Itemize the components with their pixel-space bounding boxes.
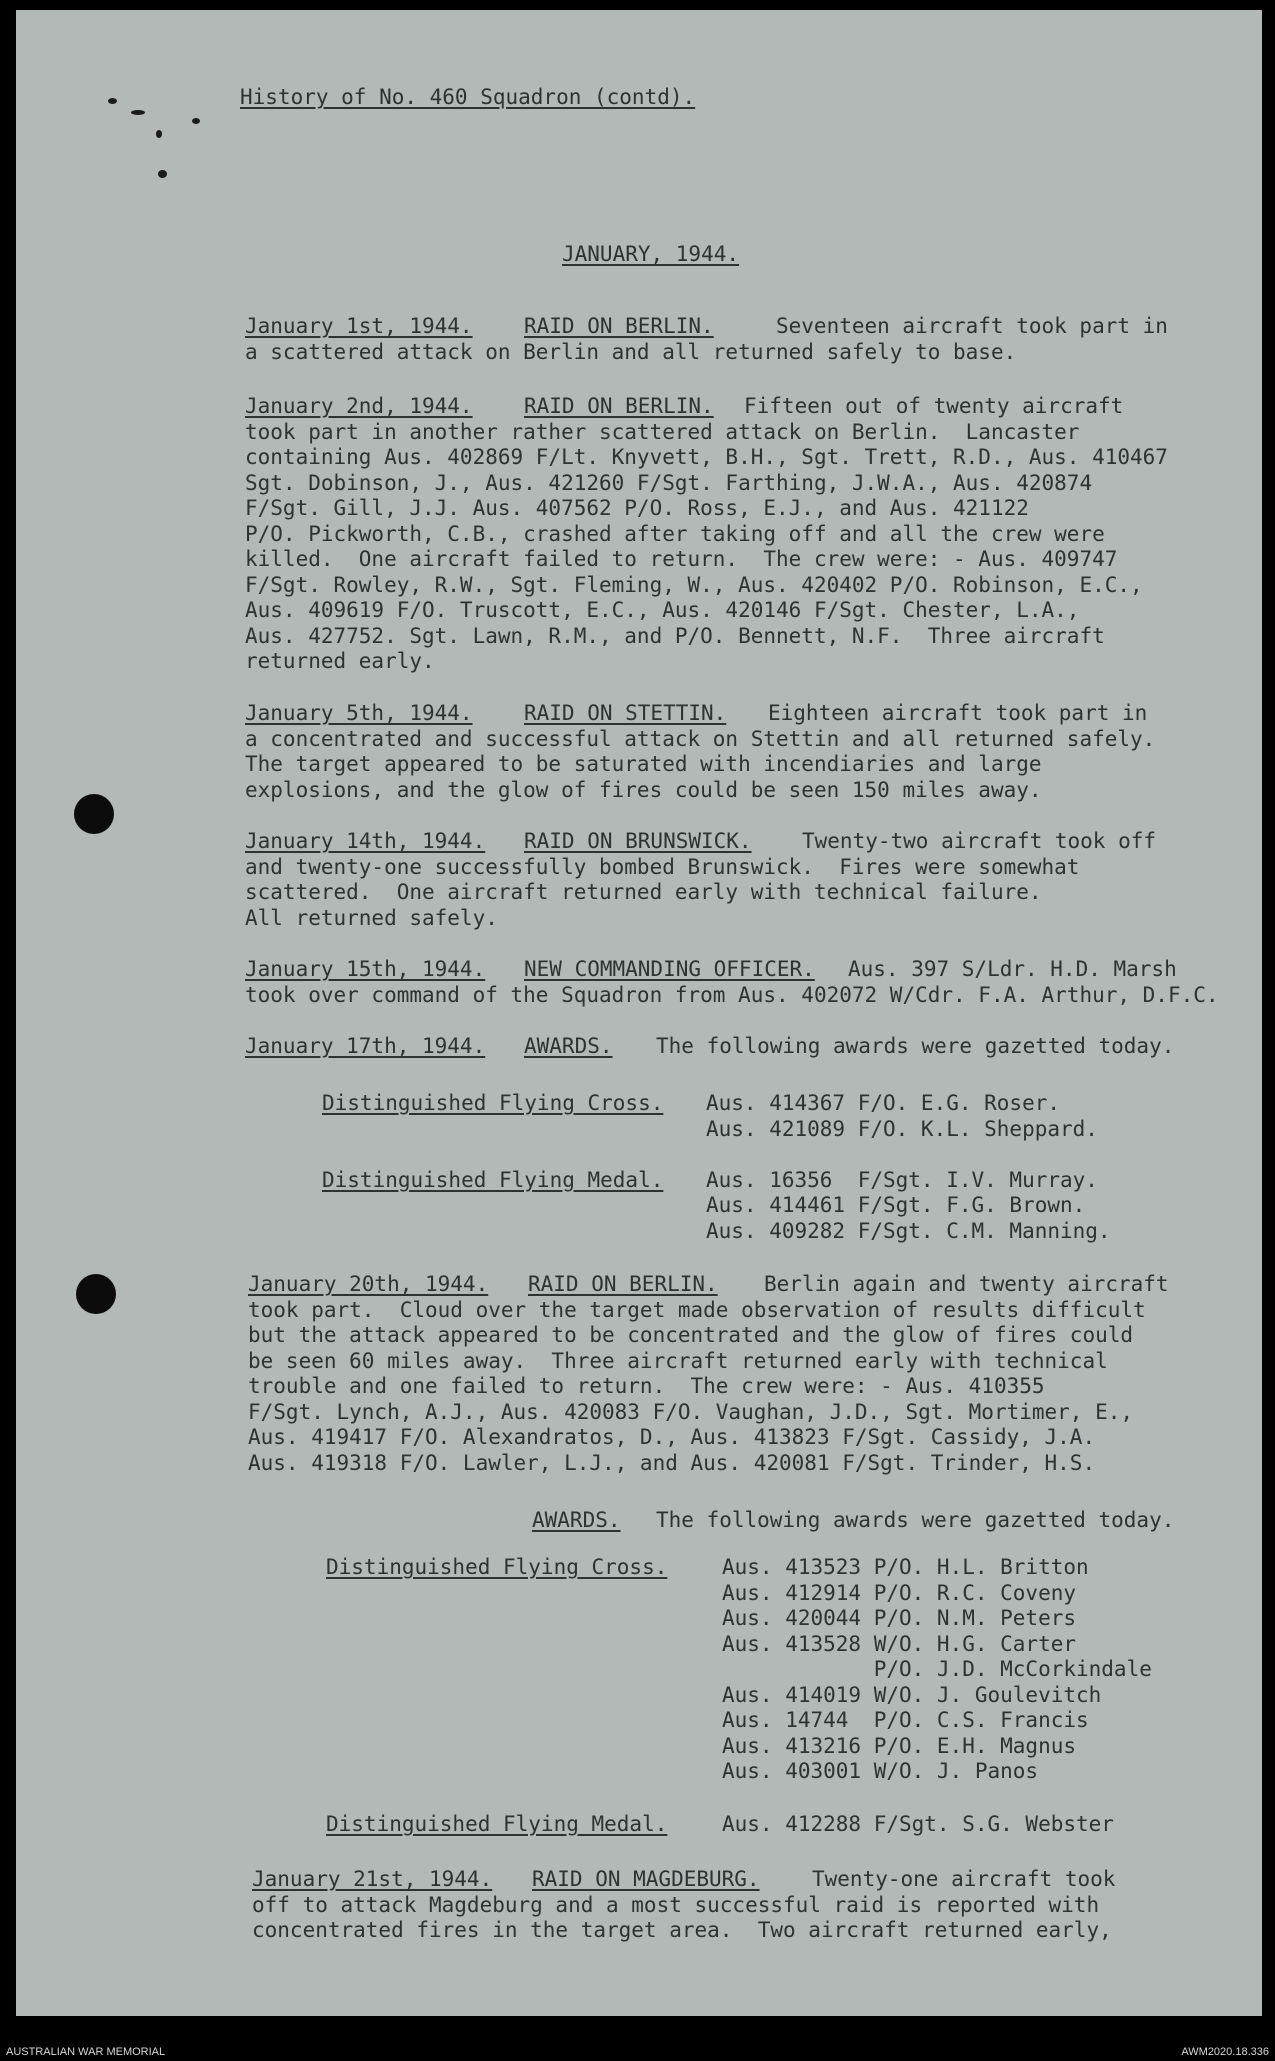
entry-text: killed. One aircraft failed to return. The crew were: - Aus. 409747 xyxy=(245,547,1118,571)
award-recipient: P/O. J.D. McCorkindale xyxy=(722,1657,1152,1681)
entry-date: January 20th, 1944. xyxy=(248,1272,489,1296)
entry-text: Aus. 409619 F/O. Truscott, E.C., Aus. 420146 F/Sgt. Chester, L.A., xyxy=(245,598,1080,622)
entry-text: The target appeared to be saturated with incendiaries and large xyxy=(245,752,1042,776)
month-heading: JANUARY, 1944. xyxy=(562,242,740,266)
footer-source: AUSTRALIAN WAR MEMORIAL xyxy=(6,2046,166,2058)
entry-date: January 21st, 1944. xyxy=(252,1867,493,1891)
entry-text: Aus. 397 S/Ldr. H.D. Marsh xyxy=(848,957,1177,981)
awards-intro: The following awards were gazetted today. xyxy=(656,1508,1175,1532)
footer-reference: AWM2020.18.336 xyxy=(1181,2046,1269,2058)
award-recipient: Aus. 16356 F/Sgt. I.V. Murray. xyxy=(706,1168,1098,1192)
entry-heading: RAID ON BERLIN. xyxy=(524,314,714,338)
award-recipient: Aus. 414367 F/O. E.G. Roser. xyxy=(706,1091,1061,1115)
entry-heading: RAID ON STETTIN. xyxy=(524,701,727,725)
punch-hole xyxy=(76,1274,116,1314)
entry-text: concentrated fires in the target area. Two aircraft returned early, xyxy=(252,1918,1112,1942)
entry-text: Berlin again and twenty aircraft xyxy=(764,1272,1169,1296)
award-recipient: Aus. 413216 P/O. E.H. Magnus xyxy=(722,1734,1077,1758)
award-recipient: Aus. 14744 P/O. C.S. Francis xyxy=(722,1708,1089,1732)
entry-text: F/Sgt. Gill, J.J. Aus. 407562 P/O. Ross, E.J., and Aus. 421122 xyxy=(245,496,1029,520)
entry-text: Seventeen aircraft took part in xyxy=(776,314,1168,338)
awards-heading: AWARDS. xyxy=(532,1508,621,1532)
award-recipient: Aus. 413528 W/O. H.G. Carter xyxy=(722,1632,1077,1656)
entry-text: Aus. 419318 F/O. Lawler, L.J., and Aus. 420081 F/Sgt. Trinder, H.S. xyxy=(248,1451,1096,1475)
entry-text: scattered. One aircraft returned early with technical failure. xyxy=(245,880,1042,904)
award-recipient: Aus. 412914 P/O. R.C. Coveny xyxy=(722,1581,1077,1605)
entry-heading: RAID ON MAGDEBURG. xyxy=(532,1867,760,1891)
award-category-dfm: Distinguished Flying Medal. xyxy=(322,1168,664,1192)
award-category-dfc: Distinguished Flying Cross. xyxy=(326,1555,668,1579)
entry-heading: NEW COMMANDING OFFICER. xyxy=(524,957,815,981)
award-category-dfm: Distinguished Flying Medal. xyxy=(326,1812,668,1836)
award-recipient: Aus. 421089 F/O. K.L. Sheppard. xyxy=(706,1117,1098,1141)
entry-text: be seen 60 miles away. Three aircraft returned early with technical xyxy=(248,1349,1108,1373)
entry-text: explosions, and the glow of fires could be seen 150 miles away. xyxy=(245,778,1042,802)
entry-text: and twenty-one successfully bombed Brunswick. Fires were somewhat xyxy=(245,855,1080,879)
award-recipient: Aus. 414019 W/O. J. Goulevitch xyxy=(722,1683,1102,1707)
entry-text: containing Aus. 402869 F/Lt. Knyvett, B.H., Sgt. Trett, R.D., Aus. 410467 xyxy=(245,445,1168,469)
entry-text: Fifteen out of twenty aircraft xyxy=(744,394,1124,418)
entry-date: January 15th, 1944. xyxy=(245,957,486,981)
entry-date: January 17th, 1944. xyxy=(245,1034,486,1058)
entry-heading: RAID ON BERLIN. xyxy=(524,394,714,418)
entry-date: January 14th, 1944. xyxy=(245,829,486,853)
entry-text: Twenty-two aircraft took off xyxy=(802,829,1157,853)
entry-text: P/O. Pickworth, C.B., crashed after taking off and all the crew were xyxy=(245,522,1105,546)
paper-damage-mark xyxy=(192,118,200,124)
paper-damage-mark xyxy=(156,130,162,138)
entry-text: F/Sgt. Rowley, R.W., Sgt. Fleming, W., Aus. 420402 P/O. Robinson, E.C., xyxy=(245,573,1143,597)
entry-heading: AWARDS. xyxy=(524,1034,613,1058)
document-page xyxy=(16,10,1262,2016)
entry-heading: RAID ON BERLIN. xyxy=(528,1272,718,1296)
paper-damage-mark xyxy=(131,110,145,115)
award-recipient: Aus. 414461 F/Sgt. F.G. Brown. xyxy=(706,1193,1086,1217)
award-recipient: Aus. 409282 F/Sgt. C.M. Manning. xyxy=(706,1219,1111,1243)
entry-text: Eighteen aircraft took part in xyxy=(768,701,1148,725)
entry-text: Sgt. Dobinson, J., Aus. 421260 F/Sgt. Farthing, J.W.A., Aus. 420874 xyxy=(245,471,1093,495)
entry-text: trouble and one failed to return. The crew were: - Aus. 410355 xyxy=(248,1374,1045,1398)
entry-text: but the attack appeared to be concentrated and the glow of fires could xyxy=(248,1323,1134,1347)
entry-date: January 2nd, 1944. xyxy=(245,394,473,418)
document-title: History of No. 460 Squadron (contd). xyxy=(240,85,696,109)
entry-text: Aus. 427752. Sgt. Lawn, R.M., and P/O. Bennett, N.F. Three aircraft xyxy=(245,624,1105,648)
entry-text: took over command of the Squadron from Aus. 402072 W/Cdr. F.A. Arthur, D.F.C. xyxy=(245,983,1219,1007)
entry-date: January 5th, 1944. xyxy=(245,701,473,725)
entry-heading: RAID ON BRUNSWICK. xyxy=(524,829,752,853)
award-recipient: Aus. 420044 P/O. N.M. Peters xyxy=(722,1606,1077,1630)
entry-text: a concentrated and successful attack on Stettin and all returned safely. xyxy=(245,727,1156,751)
entry-text: took part. Cloud over the target made observation of results difficult xyxy=(248,1298,1146,1322)
award-recipient: Aus. 403001 W/O. J. Panos xyxy=(722,1759,1039,1783)
punch-hole xyxy=(74,794,114,834)
entry-text: took part in another rather scattered attack on Berlin. Lancaster xyxy=(245,420,1080,444)
paper-damage-mark xyxy=(158,170,167,178)
entry-text: F/Sgt. Lynch, A.J., Aus. 420083 F/O. Vaughan, J.D., Sgt. Mortimer, E., xyxy=(248,1400,1134,1424)
entry-text: The following awards were gazetted today. xyxy=(656,1034,1175,1058)
entry-text: off to attack Magdeburg and a most successful raid is reported with xyxy=(252,1893,1100,1917)
entry-text: Twenty-one aircraft took xyxy=(812,1867,1116,1891)
archive-footer xyxy=(0,2043,1275,2061)
entry-text: Aus. 419417 F/O. Alexandratos, D., Aus. 413823 F/Sgt. Cassidy, J.A. xyxy=(248,1425,1096,1449)
entry-text: returned early. xyxy=(245,649,435,673)
entry-date: January 1st, 1944. xyxy=(245,314,473,338)
paper-damage-mark xyxy=(108,98,117,104)
entry-text: a scattered attack on Berlin and all returned safely to base. xyxy=(245,340,1017,364)
award-recipient: Aus. 412288 F/Sgt. S.G. Webster xyxy=(722,1812,1114,1836)
award-category-dfc: Distinguished Flying Cross. xyxy=(322,1091,664,1115)
entry-text: All returned safely. xyxy=(245,906,498,930)
award-recipient: Aus. 413523 P/O. H.L. Britton xyxy=(722,1555,1089,1579)
